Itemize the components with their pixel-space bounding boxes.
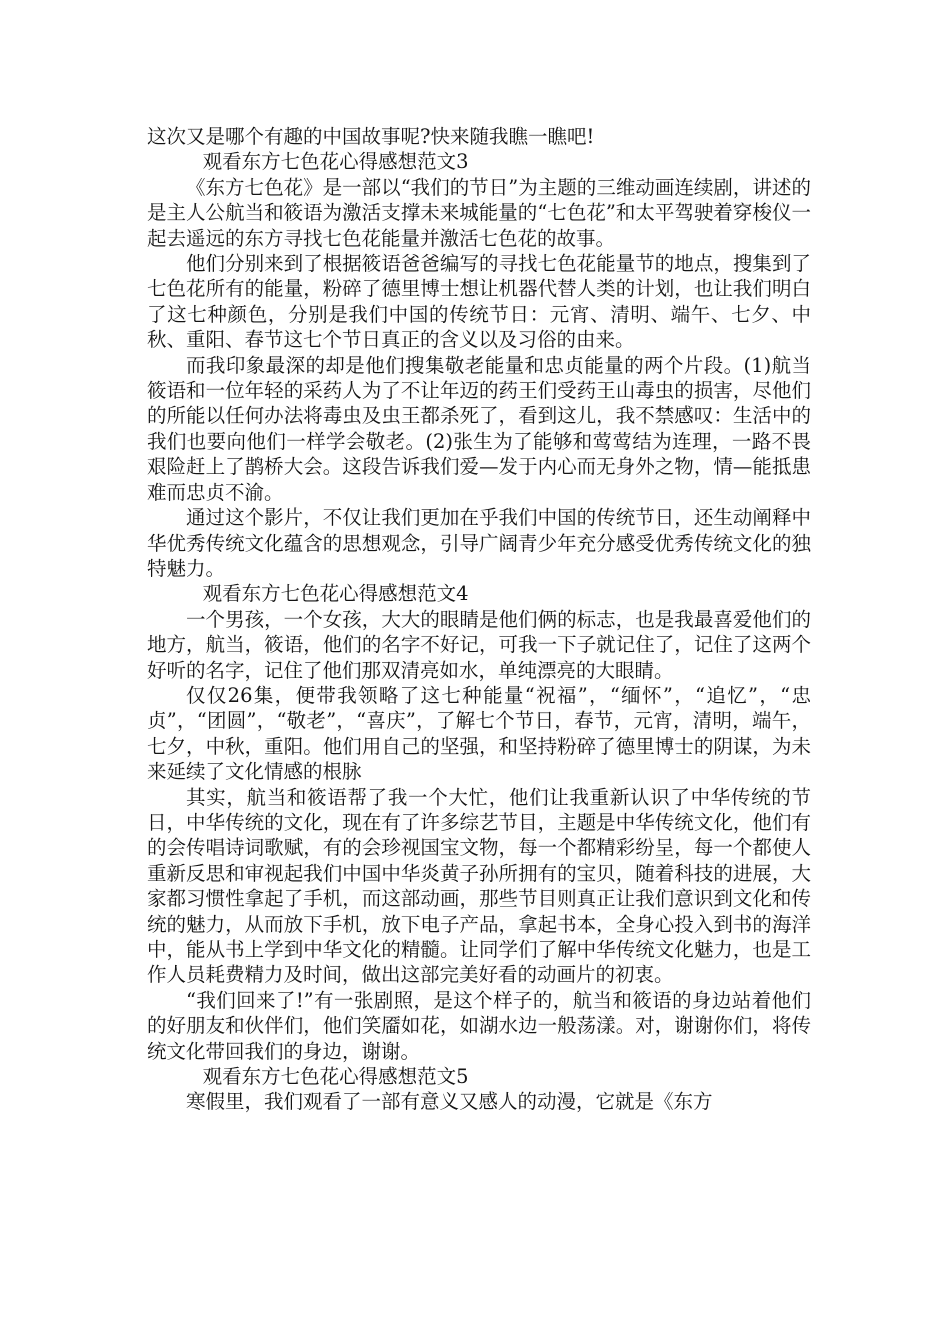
paragraph: 而我印象最深的却是他们搜集敬老能量和忠贞能量的两个片段。(1)航当筱语和一位年轻的采药人为了不让年迈的药王们受药王山毒虫的损害，尽他们的所能以任何办法将毒虫及虫王都杀死了，看到这儿，我不禁感叹：生活中的我们也要向他们一样学会敬老。(2)张生为了能够和莺莺结为连理，一路不畏艰险赶上了鹊桥大会。这段告诉我们爱—发于内心而无身外之物，情—能抵患难而忠贞不渝。 [147,353,811,504]
paragraph: 其实，航当和筱语帮了我一个大忙，他们让我重新认识了中华传统的节日，中华传统的文化，现在有了许多综艺节目，主题是中华传统文化，他们有的会传唱诗词歌赋，有的会珍视国宝文物，每一个都精彩纷呈，每一个都使人重新反思和审视起我们中国中华炎黄子孙所拥有的宝贝，随着科技的进展，大家都习惯性拿起了手机，而这部动画，那些节目则真正让我们意识到文化和传统的魅力，从而放下手机，放下电子产品，拿起书本，全身心投入到书的海洋中，能从书上学到中华文化的精髓。让同学们了解中华传统文化魅力，也是工作人员耗费精力及时间，做出这部完美好看的动画片的初衷。 [147,785,811,987]
section-heading-5: 观看东方七色花心得感想范文5 [202,1065,469,1089]
paragraph: 一个男孩，一个女孩，大大的眼睛是他们俩的标志，也是我最喜爱他们的地方，航当，筱语，他们的名字不好记，可我一下子就记住了，记住了这两个好听的名字，记住了他们那双清亮如水，单纯漂亮的大眼睛。 [147,607,811,682]
section-heading-3: 观看东方七色花心得感想范文3 [202,150,469,174]
paragraph: “我们回来了!”有一张剧照，是这个样子的，航当和筱语的身边站着他们的好朋友和伙伴们，他们笑靥如花，如湖水边一般荡漾。对，谢谢你们，将传统文化带回我们的身边，谢谢。 [147,988,811,1063]
paragraph: 寒假里，我们观看了一部有意义又感人的动漫，它就是《东方 [186,1090,713,1114]
document-body [147,124,811,1115]
paragraph: 《东方七色花》是一部以“我们的节日”为主题的三维动画连续剧，讲述的是主人公航当和筱语为激活支撑未来城能量的“七色花”和太平驾驶着穿梭仪一起去遥远的东方寻找七色花能量并激活七色花的故事。 [147,175,811,250]
paragraph-intro-closing: 这次又是哪个有趣的中国故事呢?快来随我瞧一瞧吧! [147,125,595,148]
paragraph: 通过这个影片，不仅让我们更加在乎我们中国的传统节日，还生动阐释中华优秀传统文化蕴含的思想观念，引导广阔青少年充分感受优秀传统文化的独特魅力。 [147,506,811,580]
paragraph: 他们分别来到了根据筱语爸爸编写的寻找七色花能量节的地点，搜集到了七色花所有的能量，粉碎了德里博士想让机器代替人类的计划，也让我们明白了这七种颜色，分别是我们中国的传统节日：元宵、清明、端午、七夕、中秋、重阳、春节这七个节日真正的含义以及习俗的由来。 [147,252,811,352]
section-heading-4: 观看东方七色花心得感想范文4 [202,582,469,606]
paragraph: 仅仅26集，便带我领略了这七种能量“祝福”，“缅怀”，“追忆”，“忠贞”，“团圆”，“敬老”，“喜庆”，了解七个节日，春节，元宵，清明，端午，七夕，中秋，重阳。他们用自己的坚强，和坚持粉碎了德里博士的阴谋，为未来延续了文化情感的根脉 [147,683,811,784]
